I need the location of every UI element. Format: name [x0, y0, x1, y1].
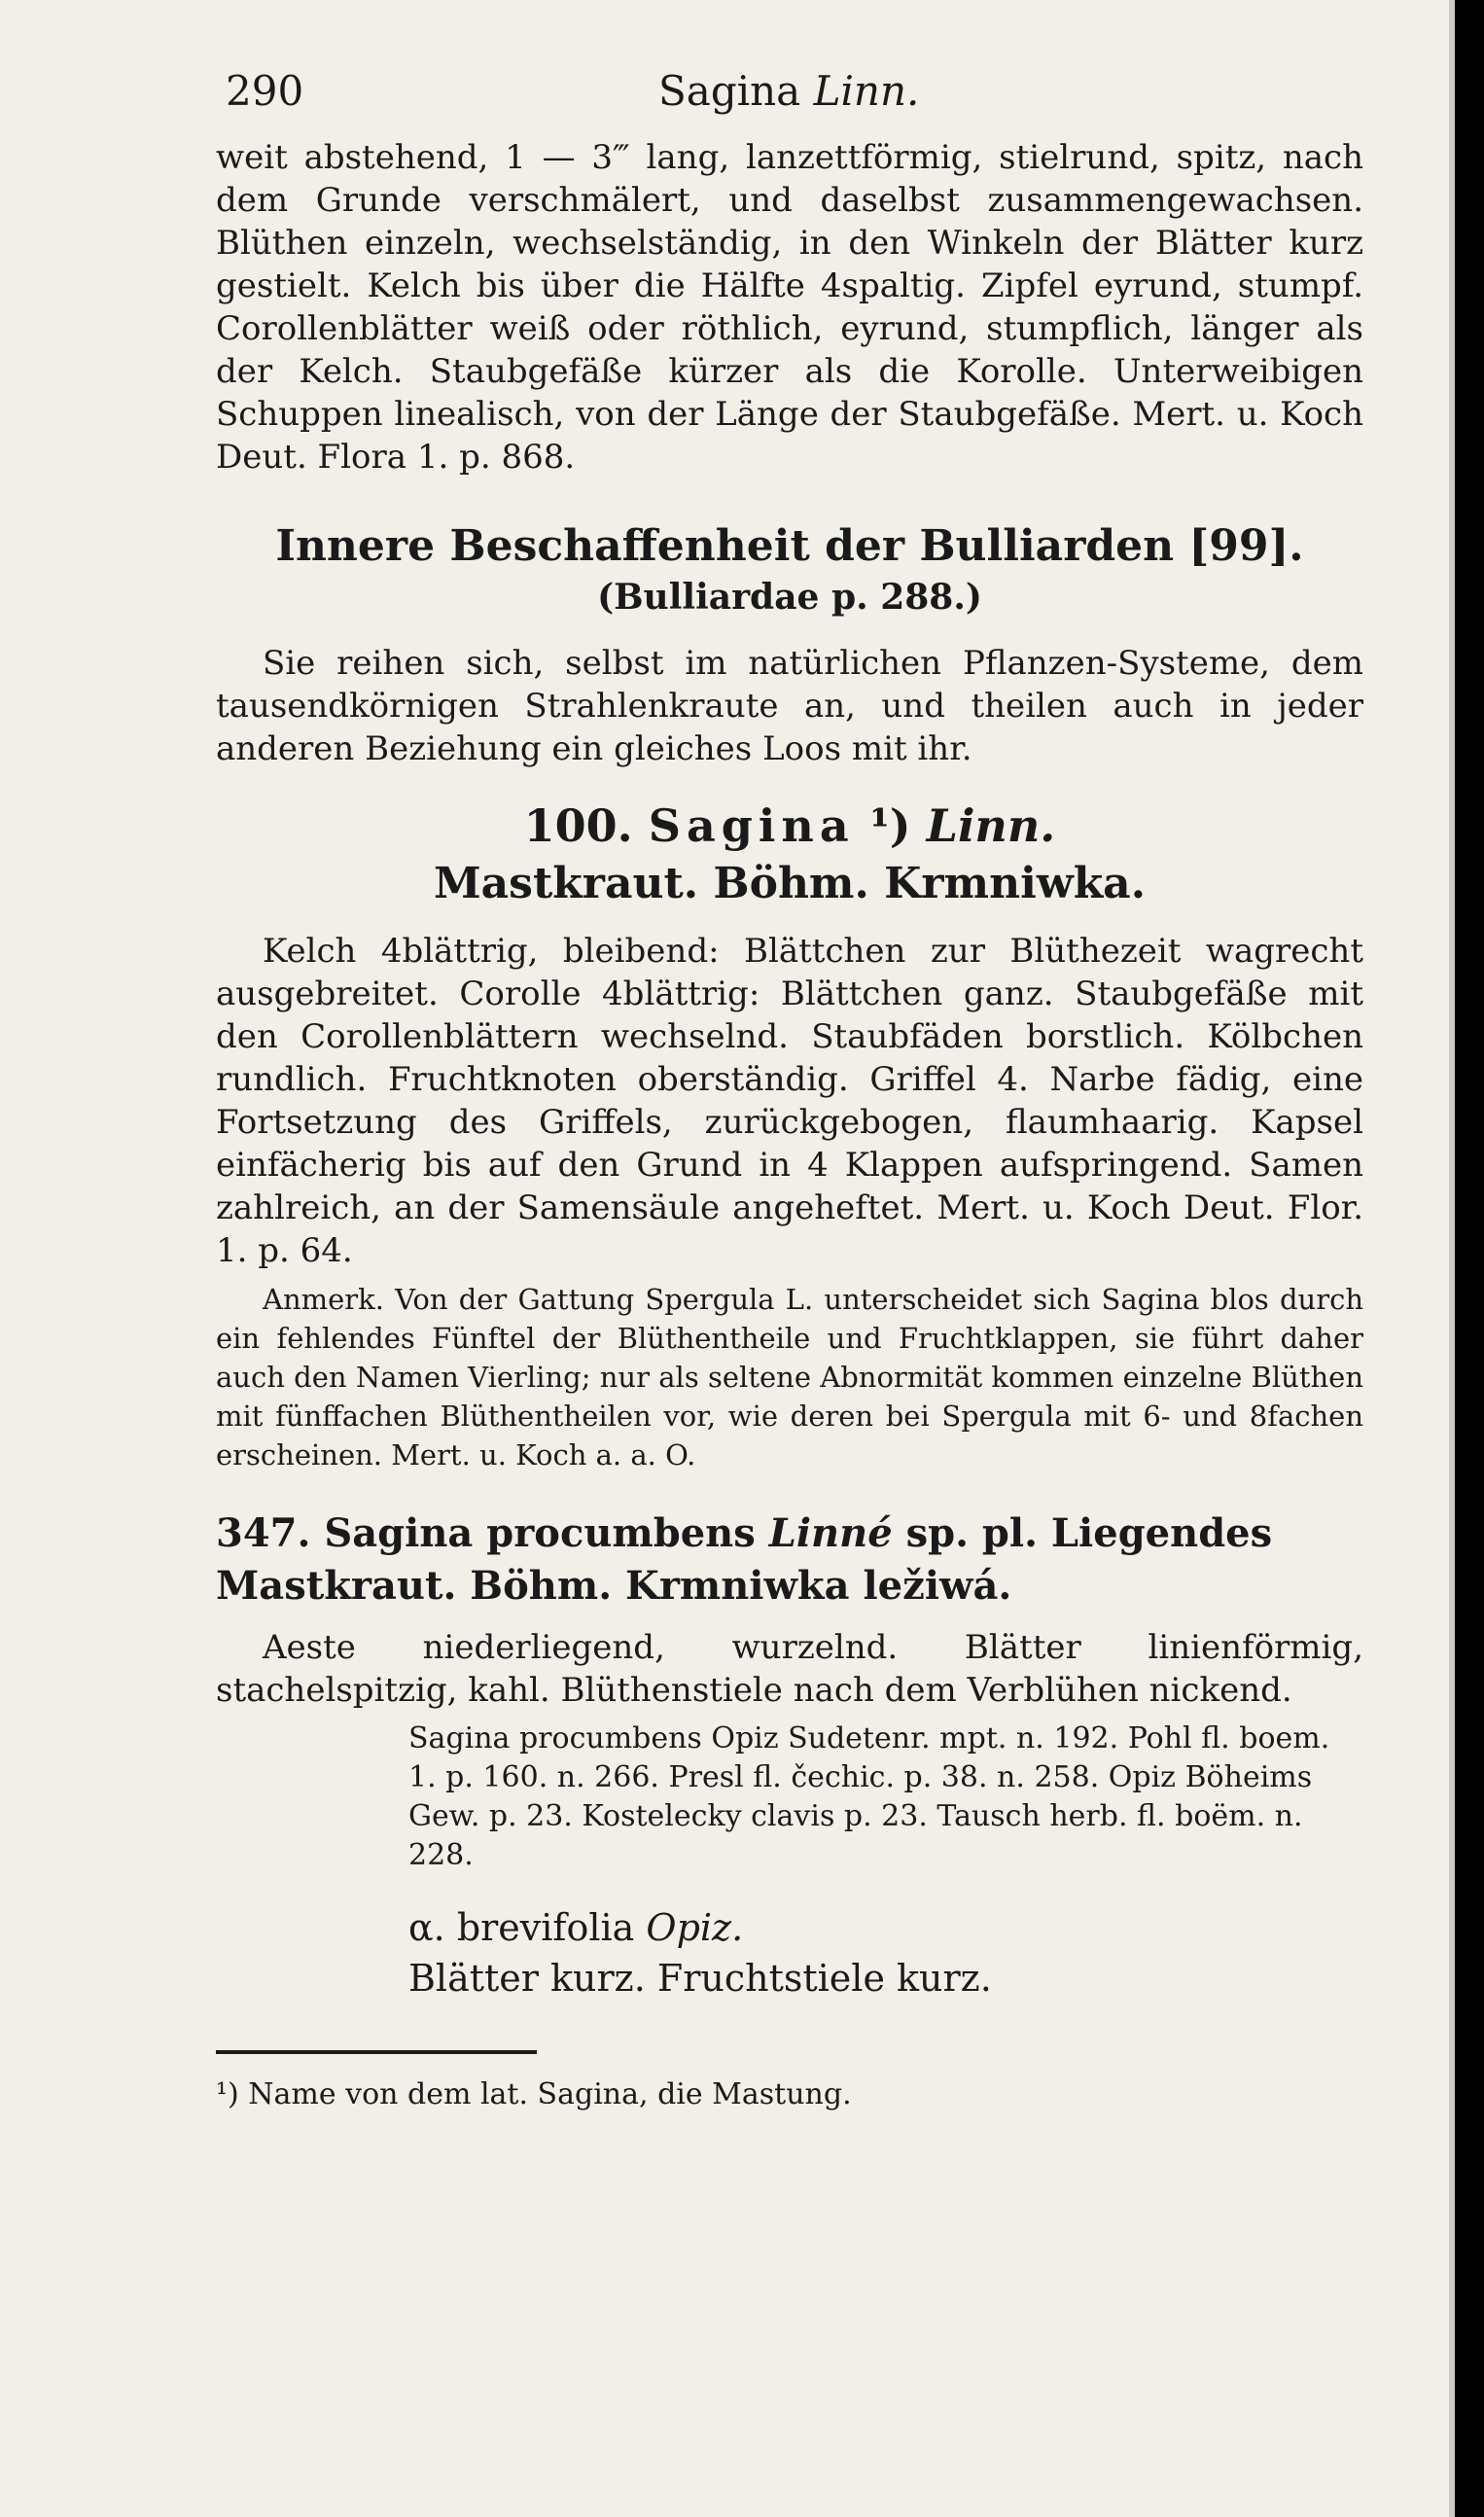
genus-common-name: Mastkraut. Böhm. Krmniwka.	[433, 859, 1147, 908]
species-name: Sagina procumbens	[324, 1510, 756, 1556]
genus-author: Linn.	[926, 799, 1056, 852]
species-description: Aeste niederliegend, wurzelnd. Blätter linienförmig, stachelspitzig, kahl. Blüthenstiele nach dem Verblühen nickend.	[216, 1628, 1363, 1710]
footnote: ¹) Name von dem lat. Sagina, die Mastung.	[216, 2077, 852, 2111]
variety-name: α. brevifolia	[408, 1906, 635, 1949]
species-number: 347.	[216, 1510, 311, 1556]
running-title-author: Linn.	[813, 67, 920, 115]
genus-description: Kelch 4blättrig, bleibend: Blättchen zur Blüthezeit wagrecht ausgebreitet. Corolle 4blättrig: Blättchen ganz. Staubgefäße mit den Corollenblättern wechselnd. Staubfäden borstlich. Kölbchen rundlich. Fruchtknoten oberständig. Griffel 4. Narbe fädig, eine Fortsetzung des Griffels, zurückgebogen, flaumhaarig. Kapsel einfächerig bis auf den Grund in 4 Klappen aufspringend. Samen zahlreich, an der Samensäule angeheftet. Mert. u. Koch Deut. Flor. 1. p. 64.	[216, 932, 1363, 1270]
genus-note: Anmerk. Von der Gattung Spergula L. unterscheidet sich Sagina blos durch ein fehlendes Fünftel der Blüthentheile und Fruchtklappen, sie führt daher auch den Namen Vierling; nur als seltene Abnormität kommen einzelne Blüthen mit fünffachen Blüthentheilen vor, wie deren bei Spergula mit 6- und 8fachen erscheinen. Mert. u. Koch a. a. O.	[216, 1283, 1363, 1471]
genus-heading	[216, 796, 1363, 856]
running-title	[658, 67, 920, 115]
genus-name: Sagina	[648, 799, 855, 852]
section-subheading: (Bulliardae p. 288.)	[597, 577, 982, 618]
variety-description: Blätter kurz. Fruchtstiele kurz.	[408, 1957, 992, 2000]
species-author: Linné	[768, 1510, 893, 1556]
intro-paragraph: weit abstehend, 1 — 3‴ lang, lanzettförmig, stielrund, spitz, nach dem Grunde verschmälert, und daselbst zusammengewachsen. Blüthen einzeln, wechselständig, in den Winkeln der Blätter kurz gestielt. Kelch bis über die Hälfte 4spaltig. Zipfel eyrund, stumpf. Corollenblätter weiß oder röthlich, eyrund, stumpflich, länger als der Kelch. Staubgefäße kürzer als die Korolle. Unterweibigen Schuppen linealisch, von der Länge der Staubgefäße. Mert. u. Koch Deut. Flora 1. p. 868.	[216, 138, 1363, 477]
section-text: Sie reihen sich, selbst im natürlichen Pflanzen-Systeme, dem tausendkörnigen Strahlenkraute an, und theilen auch in jeder anderen Beziehung ein gleiches Loos mit ihr.	[216, 644, 1363, 768]
species-references: Sagina procumbens Opiz Sudetenr. mpt. n. 192. Pohl fl. boem. 1. p. 160. n. 266. Presl fl. čechic. p. 38. n. 258. Opiz Böheims Gew. p. 23. Kostelecky clavis p. 23. Tausch herb. fl. boëm. n. 228.	[408, 1721, 1330, 1872]
genus-footnote-marker: ¹)	[869, 799, 911, 852]
species-heading	[216, 1507, 1363, 1613]
footnote-divider	[216, 2050, 537, 2054]
page-header	[216, 58, 1363, 136]
section-heading: Innere Beschaffenheit der Bulliarden [99].	[275, 521, 1304, 571]
page-number: 290	[226, 67, 304, 115]
genus-number: 100.	[523, 799, 633, 852]
variety-heading	[408, 1904, 1363, 1951]
page-edge	[1455, 0, 1484, 2517]
book-page	[216, 58, 1363, 2144]
species-rest: sp. pl. Liegendes Mastkraut. Böhm. Krmniwka ležiwá.	[216, 1510, 1273, 1609]
running-title-main: Sagina	[658, 67, 801, 115]
variety-author: Opiz.	[646, 1906, 744, 1949]
